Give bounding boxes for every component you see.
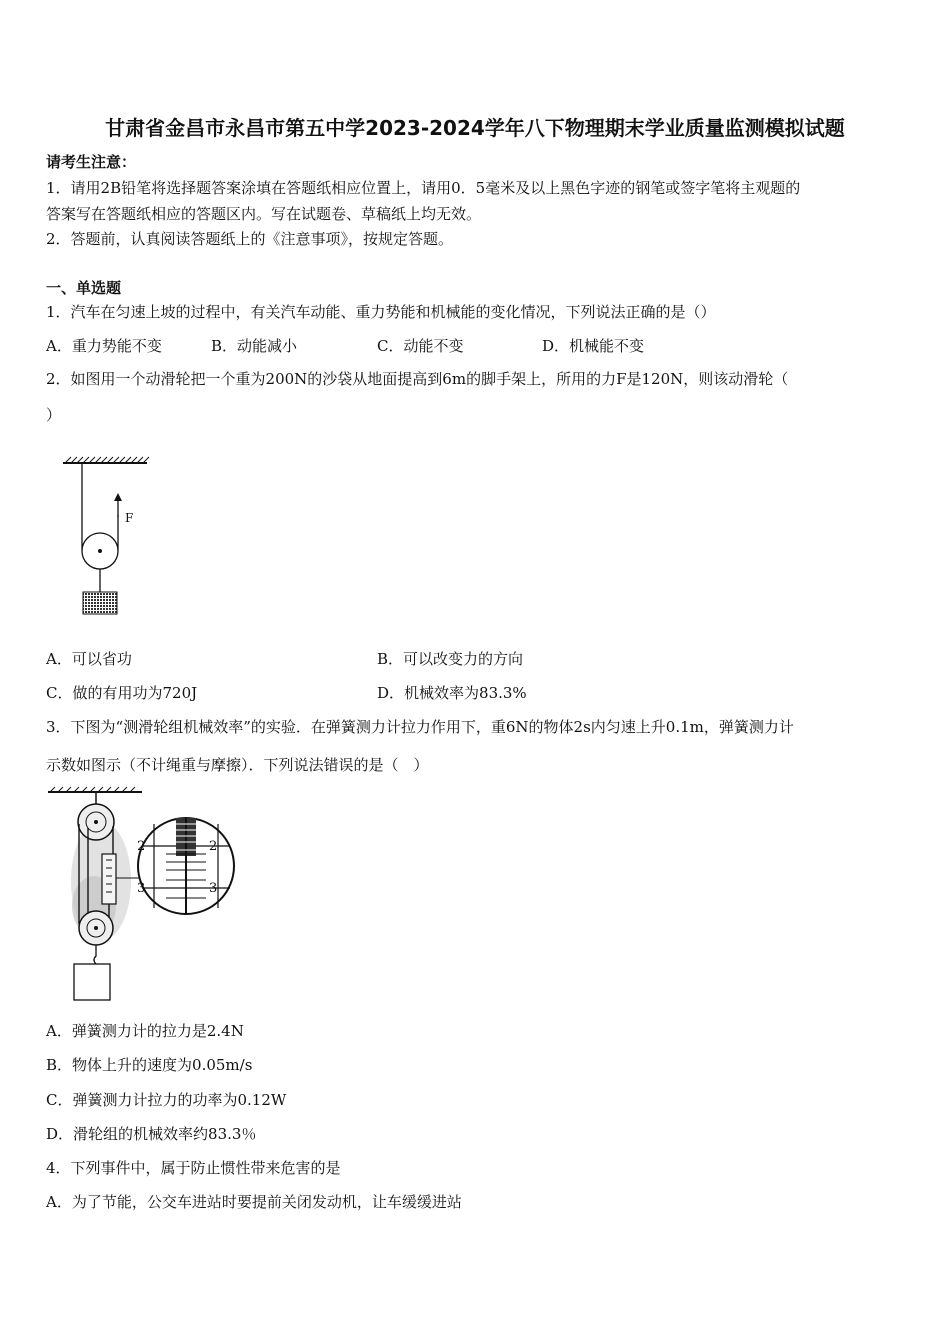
question-3-option-b: B．物体上升的速度为0.05m/s <box>46 1056 253 1074</box>
question-2-stem-cont: ） <box>46 406 62 424</box>
question-3-option-d: D．滑轮组的机械效率约83.3％ <box>46 1125 257 1143</box>
question-1-option-b: B．动能减小 <box>211 337 298 355</box>
question-4-option-a: A．为了节能，公交车进站时要提前关闭发动机，让车缓缓进站 <box>46 1193 462 1211</box>
movable-pulley-figure <box>55 455 165 620</box>
question-2-option-d: D．机械效率为83.3% <box>377 684 527 702</box>
scale-label-right-2: 2 <box>209 839 218 854</box>
notice-item-2: 2．答题前，认真阅读答题纸上的《注意事项》，按规定答题。 <box>46 230 454 248</box>
question-2-option-c: C．做的有用功为720J <box>46 684 198 702</box>
question-4-stem: 4．下列事件中，属于防止惯性带来危害的是 <box>46 1159 341 1177</box>
pulley-block-figure <box>46 786 236 1004</box>
notice-item-1-cont: 答案写在答题纸相应的答题区内。写在试题卷、草稿纸上均无效。 <box>46 205 482 223</box>
page-title: 甘肃省金昌市永昌市第五中学2023-2024学年八下物理期末学业质量监测模拟试题 <box>105 116 845 140</box>
scale-label-left-3: 3 <box>137 881 146 896</box>
question-1-option-a: A．重力势能不变 <box>46 337 162 355</box>
question-1-option-d: D．机械能不变 <box>542 337 645 355</box>
scale-label-left-2: 2 <box>137 839 146 854</box>
force-label: F <box>125 511 134 525</box>
question-3-option-a: A．弹簧测力计的拉力是2.4N <box>46 1022 244 1040</box>
question-2-option-a: A．可以省功 <box>46 650 132 668</box>
question-1-option-c: C．动能不变 <box>377 337 464 355</box>
section-heading: 一、单选题 <box>46 279 122 297</box>
notice-item-1: 1．请用2B铅笔将选择题答案涂填在答题纸相应位置上，请用0．5毫米及以上黑色字迹的钢笔或签字笔将主观题的 <box>46 179 801 197</box>
question-2-stem: 2．如图用一个动滑轮把一个重为200N的沙袋从地面提高到6m的脚手架上，所用的力F是120N，则该动滑轮（ <box>46 370 789 388</box>
question-3-option-c: C．弹簧测力计拉力的功率为0.12W <box>46 1091 287 1109</box>
question-3-stem-cont: 示数如图示（不计绳重与摩擦）．下列说法错误的是（ ） <box>46 756 429 774</box>
question-3-stem: 3．下图为“测滑轮组机械效率”的实验．在弹簧测力计拉力作用下，重6N的物体2s内匀速上升0.1m，弹簧测力计 <box>46 718 794 736</box>
question-2-option-b: B．可以改变力的方向 <box>377 650 524 668</box>
notice-heading: 请考生注意： <box>46 153 137 171</box>
question-1-stem: 1．汽车在匀速上坡的过程中，有关汽车动能、重力势能和机械能的变化情况，下列说法正确的是（） <box>46 303 716 321</box>
scale-label-right-3: 3 <box>209 881 218 896</box>
